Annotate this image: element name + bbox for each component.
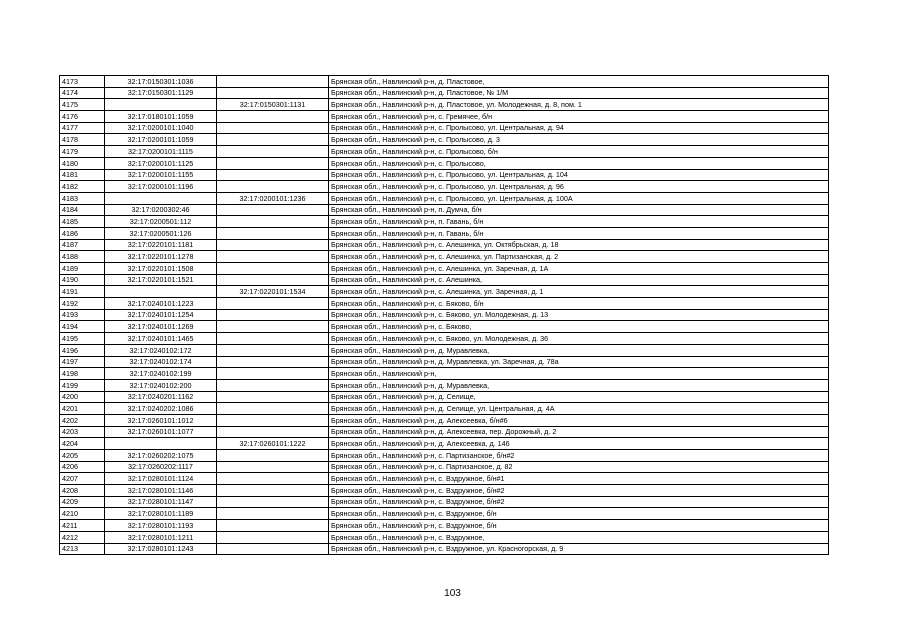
related-cadastral-number-cell	[217, 157, 329, 169]
cadastral-number-cell: 32:17:0240102:174	[105, 356, 217, 368]
address-cell: Брянская обл., Навлинский р-н, с. Алешинка, ул. Партизанская, д. 2	[329, 251, 829, 263]
row-number-cell: 4205	[60, 450, 105, 462]
table-body	[60, 76, 829, 555]
row-number-cell: 4191	[60, 286, 105, 298]
table-row	[60, 134, 829, 146]
address-cell: Брянская обл., Навлинский р-н, с. Вздружное,	[329, 531, 829, 543]
page-number: 103	[444, 588, 461, 599]
cadastral-number-cell: 32:17:0200101:1040	[105, 122, 217, 134]
cadastral-number-cell	[105, 286, 217, 298]
row-number-cell: 4197	[60, 356, 105, 368]
table-row	[60, 508, 829, 520]
table-row	[60, 309, 829, 321]
table-row	[60, 122, 829, 134]
related-cadastral-number-cell	[217, 204, 329, 216]
row-number-cell: 4187	[60, 239, 105, 251]
row-number-cell: 4201	[60, 403, 105, 415]
address-cell: Брянская обл., Навлинский р-н, с. Вздружное, б/н#1	[329, 473, 829, 485]
related-cadastral-number-cell: 32:17:0260101:1222	[217, 438, 329, 450]
related-cadastral-number-cell: 32:17:0150301:1131	[217, 99, 329, 111]
address-cell: Брянская обл., Навлинский р-н, с. Пролысово, ул. Центральная, д. 104	[329, 169, 829, 181]
table-row	[60, 344, 829, 356]
related-cadastral-number-cell	[217, 146, 329, 158]
table-row	[60, 99, 829, 111]
row-number-cell: 4186	[60, 227, 105, 239]
address-cell: Брянская обл., Навлинский р-н, с. Пролысово,	[329, 157, 829, 169]
row-number-cell: 4209	[60, 496, 105, 508]
row-number-cell: 4175	[60, 99, 105, 111]
cadastral-number-cell: 32:17:0240101:1269	[105, 321, 217, 333]
cadastral-number-cell: 32:17:0240101:1254	[105, 309, 217, 321]
cadastral-number-cell: 32:17:0220101:1508	[105, 263, 217, 275]
address-cell: Брянская обл., Навлинский р-н, д. Муравлевка,	[329, 379, 829, 391]
related-cadastral-number-cell	[217, 379, 329, 391]
related-cadastral-number-cell	[217, 496, 329, 508]
row-number-cell: 4203	[60, 426, 105, 438]
table-row	[60, 146, 829, 158]
related-cadastral-number-cell	[217, 450, 329, 462]
row-number-cell: 4202	[60, 414, 105, 426]
table-row	[60, 157, 829, 169]
row-number-cell: 4212	[60, 531, 105, 543]
cadastral-number-cell: 32:17:0200501:126	[105, 227, 217, 239]
row-number-cell: 4185	[60, 216, 105, 228]
related-cadastral-number-cell	[217, 298, 329, 310]
row-number-cell: 4207	[60, 473, 105, 485]
table-row	[60, 414, 829, 426]
cadastral-number-cell: 32:17:0260202:1075	[105, 450, 217, 462]
cadastral-number-cell: 32:17:0220101:1181	[105, 239, 217, 251]
address-cell: Брянская обл., Навлинский р-н, с. Бяково,	[329, 321, 829, 333]
row-number-cell: 4181	[60, 169, 105, 181]
table-row	[60, 274, 829, 286]
row-number-cell: 4190	[60, 274, 105, 286]
address-cell: Брянская обл., Навлинский р-н, с. Алешинка, ул. Заречная, д. 1	[329, 286, 829, 298]
related-cadastral-number-cell	[217, 333, 329, 345]
related-cadastral-number-cell	[217, 543, 329, 555]
address-cell: Брянская обл., Навлинский р-н, с. Бяково, б/н	[329, 298, 829, 310]
address-cell: Брянская обл., Навлинский р-н, д. Пластовое, № 1/М	[329, 87, 829, 99]
table-row	[60, 473, 829, 485]
table-row	[60, 531, 829, 543]
address-cell: Брянская обл., Навлинский р-н, с. Гремячее, б/н	[329, 111, 829, 123]
address-cell: Брянская обл., Навлинский р-н, с. Пролысово, ул. Центральная, д. 96	[329, 181, 829, 193]
cadastral-number-cell: 32:17:0260202:1117	[105, 461, 217, 473]
address-cell: Брянская обл., Навлинский р-н, п. Думча, б/н	[329, 204, 829, 216]
table-row	[60, 333, 829, 345]
table-row	[60, 263, 829, 275]
related-cadastral-number-cell	[217, 134, 329, 146]
table-row	[60, 181, 829, 193]
row-number-cell: 4176	[60, 111, 105, 123]
row-number-cell: 4195	[60, 333, 105, 345]
table-row	[60, 461, 829, 473]
cadastral-number-cell	[105, 192, 217, 204]
row-number-cell: 4213	[60, 543, 105, 555]
related-cadastral-number-cell	[217, 520, 329, 532]
cadastral-number-cell: 32:17:0220101:1521	[105, 274, 217, 286]
table-row	[60, 87, 829, 99]
row-number-cell: 4183	[60, 192, 105, 204]
address-cell: Брянская обл., Навлинский р-н, с. Вздружное, б/н	[329, 508, 829, 520]
cadastral-number-cell: 32:17:0200101:1155	[105, 169, 217, 181]
cadastral-register-table	[59, 75, 829, 555]
table-row	[60, 368, 829, 380]
related-cadastral-number-cell	[217, 485, 329, 497]
address-cell: Брянская обл., Навлинский р-н,	[329, 368, 829, 380]
related-cadastral-number-cell	[217, 356, 329, 368]
address-cell: Брянская обл., Навлинский р-н, д. Муравлевка, ул. Заречная, д. 78а	[329, 356, 829, 368]
cadastral-number-cell: 32:17:0180101:1059	[105, 111, 217, 123]
row-number-cell: 4177	[60, 122, 105, 134]
cadastral-number-cell: 32:17:0240102:200	[105, 379, 217, 391]
address-cell: Брянская обл., Навлинский р-н, с. Пролысово, ул. Центральная, д. 100А	[329, 192, 829, 204]
related-cadastral-number-cell	[217, 239, 329, 251]
table-row	[60, 520, 829, 532]
related-cadastral-number-cell	[217, 274, 329, 286]
row-number-cell: 4184	[60, 204, 105, 216]
cadastral-number-cell: 32:17:0240102:199	[105, 368, 217, 380]
row-number-cell: 4180	[60, 157, 105, 169]
address-cell: Брянская обл., Навлинский р-н, п. Гавань, б/н	[329, 216, 829, 228]
related-cadastral-number-cell	[217, 321, 329, 333]
cadastral-number-cell: 32:17:0240202:1086	[105, 403, 217, 415]
address-cell: Брянская обл., Навлинский р-н, д. Селище, ул. Центральная, д. 4А	[329, 403, 829, 415]
table-row	[60, 298, 829, 310]
row-number-cell: 4194	[60, 321, 105, 333]
cadastral-number-cell: 32:17:0220101:1278	[105, 251, 217, 263]
cadastral-number-cell: 32:17:0200101:1125	[105, 157, 217, 169]
table-row	[60, 496, 829, 508]
address-cell: Брянская обл., Навлинский р-н, д. Пластовое,	[329, 76, 829, 88]
address-cell: Брянская обл., Навлинский р-н, с. Алешинка, ул. Октябрьская, д. 18	[329, 239, 829, 251]
address-cell: Брянская обл., Навлинский р-н, д. Алексеевка, д. 146	[329, 438, 829, 450]
related-cadastral-number-cell	[217, 461, 329, 473]
row-number-cell: 4208	[60, 485, 105, 497]
table-row	[60, 216, 829, 228]
cadastral-number-cell: 32:17:0260101:1077	[105, 426, 217, 438]
cadastral-number-cell	[105, 438, 217, 450]
table-row	[60, 286, 829, 298]
address-cell: Брянская обл., Навлинский р-н, с. Вздружное, б/н#2	[329, 496, 829, 508]
cadastral-number-cell: 32:17:0280101:1189	[105, 508, 217, 520]
cadastral-number-cell: 32:17:0280101:1211	[105, 531, 217, 543]
cadastral-number-cell	[105, 99, 217, 111]
address-cell: Брянская обл., Навлинский р-н, д. Селище,	[329, 391, 829, 403]
address-cell: Брянская обл., Навлинский р-н, с. Пролысово, д. 3	[329, 134, 829, 146]
related-cadastral-number-cell	[217, 309, 329, 321]
row-number-cell: 4204	[60, 438, 105, 450]
table-row	[60, 403, 829, 415]
address-cell: Брянская обл., Навлинский р-н, д. Алексеевка, б/н#6	[329, 414, 829, 426]
related-cadastral-number-cell	[217, 403, 329, 415]
row-number-cell: 4192	[60, 298, 105, 310]
cadastral-number-cell: 32:17:0200302:46	[105, 204, 217, 216]
row-number-cell: 4173	[60, 76, 105, 88]
related-cadastral-number-cell	[217, 508, 329, 520]
related-cadastral-number-cell	[217, 368, 329, 380]
address-cell: Брянская обл., Навлинский р-н, д. Муравлевка,	[329, 344, 829, 356]
related-cadastral-number-cell	[217, 391, 329, 403]
cadastral-number-cell: 32:17:0200101:1059	[105, 134, 217, 146]
table-row	[60, 169, 829, 181]
cadastral-number-cell: 32:17:0240101:1465	[105, 333, 217, 345]
cadastral-number-cell: 32:17:0240101:1223	[105, 298, 217, 310]
cadastral-number-cell: 32:17:0280101:1193	[105, 520, 217, 532]
address-cell: Брянская обл., Навлинский р-н, с. Бяково, ул. Молодежная, д. 13	[329, 309, 829, 321]
table-row	[60, 426, 829, 438]
address-cell: Брянская обл., Навлинский р-н, с. Бяково, ул. Молодежная, д. 36	[329, 333, 829, 345]
row-number-cell: 4199	[60, 379, 105, 391]
address-cell: Брянская обл., Навлинский р-н, с. Пролысово, б/н	[329, 146, 829, 158]
related-cadastral-number-cell	[217, 181, 329, 193]
related-cadastral-number-cell	[217, 344, 329, 356]
cadastral-number-cell: 32:17:0240201:1162	[105, 391, 217, 403]
related-cadastral-number-cell	[217, 216, 329, 228]
row-number-cell: 4210	[60, 508, 105, 520]
row-number-cell: 4174	[60, 87, 105, 99]
related-cadastral-number-cell	[217, 251, 329, 263]
cadastral-number-cell: 32:17:0280101:1146	[105, 485, 217, 497]
row-number-cell: 4200	[60, 391, 105, 403]
table-row	[60, 204, 829, 216]
row-number-cell: 4182	[60, 181, 105, 193]
table-row	[60, 251, 829, 263]
row-number-cell: 4189	[60, 263, 105, 275]
related-cadastral-number-cell	[217, 263, 329, 275]
related-cadastral-number-cell: 32:17:0220101:1534	[217, 286, 329, 298]
table-row	[60, 543, 829, 555]
table-row	[60, 239, 829, 251]
cadastral-number-cell: 32:17:0240102:172	[105, 344, 217, 356]
table-row	[60, 227, 829, 239]
table-row	[60, 76, 829, 88]
related-cadastral-number-cell	[217, 169, 329, 181]
table-row	[60, 356, 829, 368]
related-cadastral-number-cell	[217, 111, 329, 123]
related-cadastral-number-cell	[217, 473, 329, 485]
related-cadastral-number-cell	[217, 531, 329, 543]
cadastral-number-cell: 32:17:0150301:1129	[105, 87, 217, 99]
row-number-cell: 4196	[60, 344, 105, 356]
cadastral-number-cell: 32:17:0280101:1243	[105, 543, 217, 555]
address-cell: Брянская обл., Навлинский р-н, д. Пластовое, ул. Молодежная, д. 8, пом. 1	[329, 99, 829, 111]
table-row	[60, 450, 829, 462]
cadastral-number-cell: 32:17:0200501:112	[105, 216, 217, 228]
related-cadastral-number-cell: 32:17:0200101:1236	[217, 192, 329, 204]
row-number-cell: 4206	[60, 461, 105, 473]
table-row	[60, 485, 829, 497]
table-row	[60, 379, 829, 391]
table-row	[60, 391, 829, 403]
address-cell: Брянская обл., Навлинский р-н, с. Вздружное, б/н#2	[329, 485, 829, 497]
address-cell: Брянская обл., Навлинский р-н, с. Партизанское, д. 82	[329, 461, 829, 473]
row-number-cell: 4179	[60, 146, 105, 158]
related-cadastral-number-cell	[217, 76, 329, 88]
row-number-cell: 4188	[60, 251, 105, 263]
related-cadastral-number-cell	[217, 227, 329, 239]
table-row	[60, 192, 829, 204]
related-cadastral-number-cell	[217, 87, 329, 99]
address-cell: Брянская обл., Навлинский р-н, с. Алешинка,	[329, 274, 829, 286]
table-row	[60, 321, 829, 333]
address-cell: Брянская обл., Навлинский р-н, с. Вздружное, б/н	[329, 520, 829, 532]
cadastral-number-cell: 32:17:0200101:1196	[105, 181, 217, 193]
address-cell: Брянская обл., Навлинский р-н, с. Вздружное, ул. Красногорская, д. 9	[329, 543, 829, 555]
row-number-cell: 4211	[60, 520, 105, 532]
table-row	[60, 438, 829, 450]
cadastral-number-cell: 32:17:0260101:1012	[105, 414, 217, 426]
address-cell: Брянская обл., Навлинский р-н, с. Пролысово, ул. Центральная, д. 94	[329, 122, 829, 134]
table-row	[60, 111, 829, 123]
related-cadastral-number-cell	[217, 122, 329, 134]
related-cadastral-number-cell	[217, 426, 329, 438]
cadastral-number-cell: 32:17:0150301:1036	[105, 76, 217, 88]
address-cell: Брянская обл., Навлинский р-н, д. Алексеевка, пер. Дорожный, д. 2	[329, 426, 829, 438]
related-cadastral-number-cell	[217, 414, 329, 426]
cadastral-number-cell: 32:17:0280101:1124	[105, 473, 217, 485]
cadastral-number-cell: 32:17:0280101:1147	[105, 496, 217, 508]
row-number-cell: 4198	[60, 368, 105, 380]
address-cell: Брянская обл., Навлинский р-н, с. Алешинка, ул. Заречная, д. 1А	[329, 263, 829, 275]
cadastral-number-cell: 32:17:0200101:1115	[105, 146, 217, 158]
address-cell: Брянская обл., Навлинский р-н, с. Партизанское, б/н#2	[329, 450, 829, 462]
row-number-cell: 4178	[60, 134, 105, 146]
row-number-cell: 4193	[60, 309, 105, 321]
address-cell: Брянская обл., Навлинский р-н, п. Гавань, б/н	[329, 227, 829, 239]
